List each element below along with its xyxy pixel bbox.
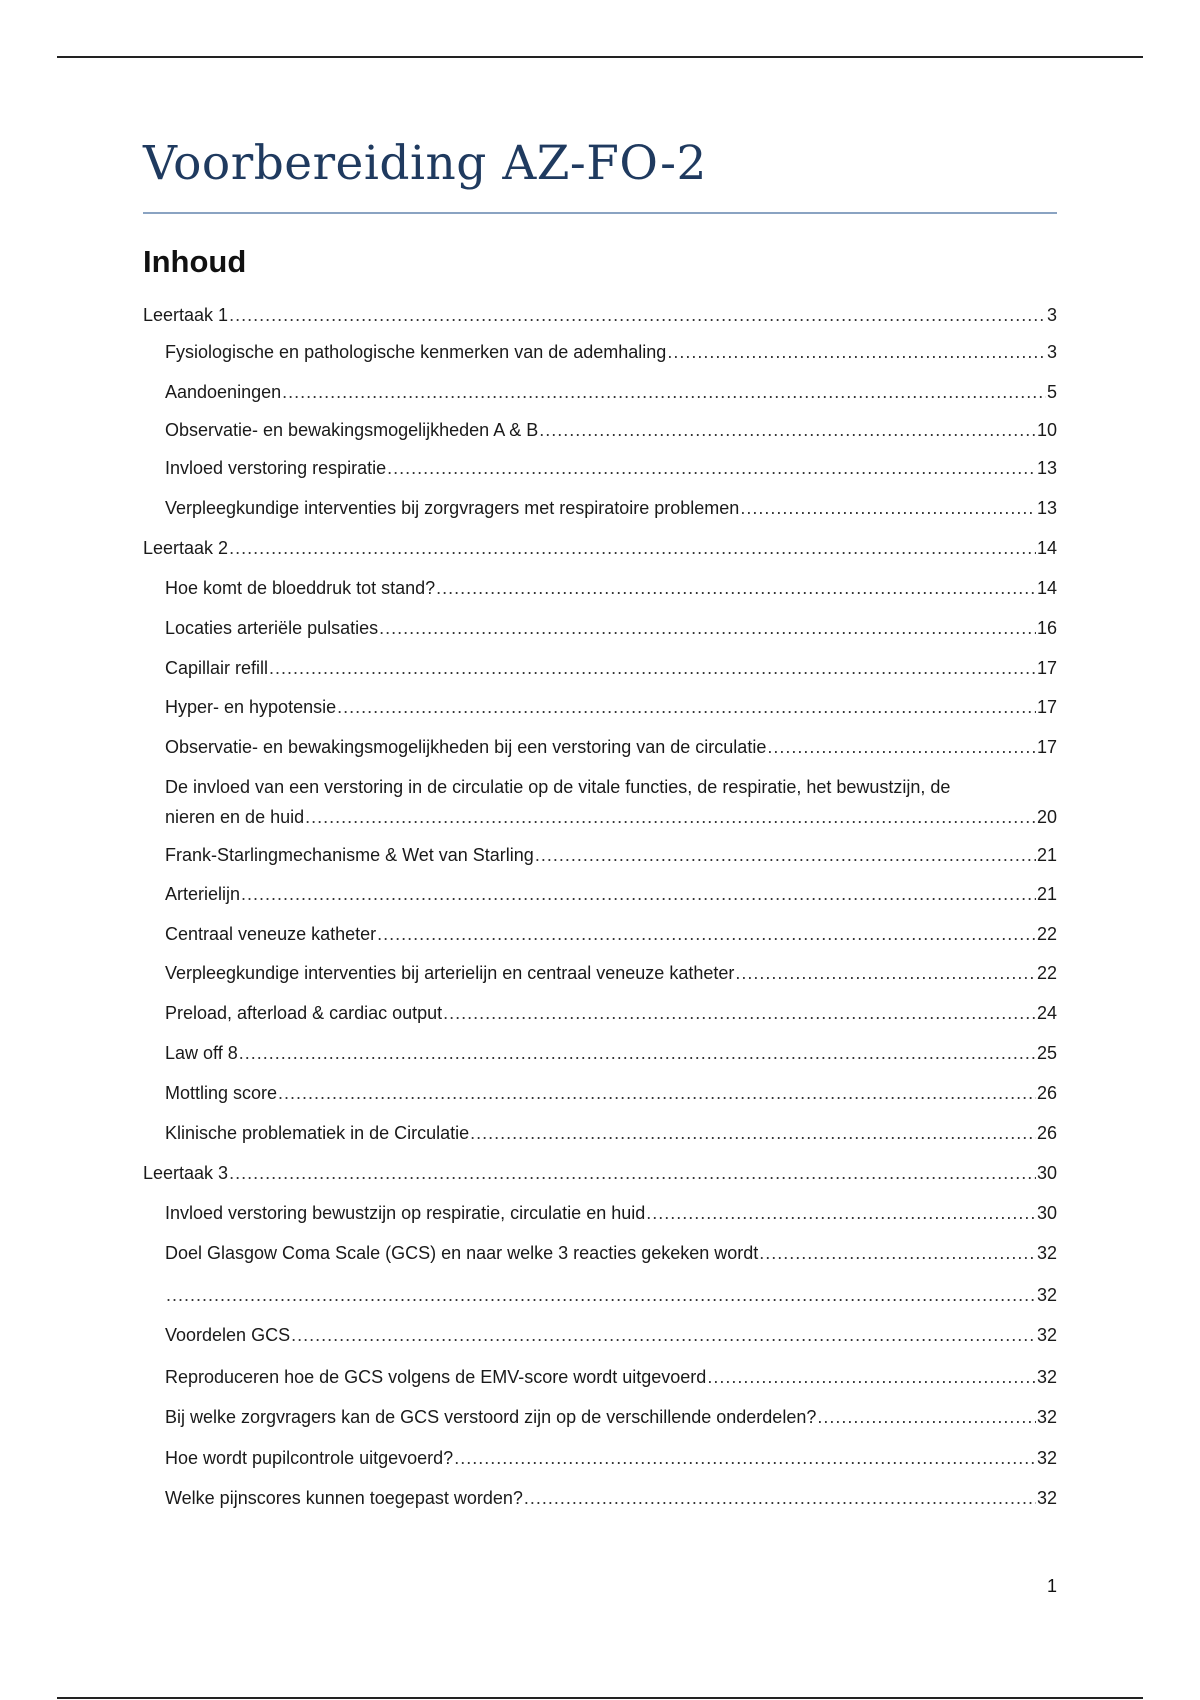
toc-entry-text: Invloed verstoring bewustzijn op respiratie, circulatie en huid	[165, 1203, 646, 1223]
toc-entry-page: 32	[1036, 1407, 1057, 1427]
toc-leader-dots	[291, 1322, 1036, 1348]
toc-entry[interactable]	[165, 575, 1057, 601]
toc-entry-text: Fysiologische en pathologische kenmerken van de ademhaling	[165, 342, 667, 362]
toc-entry-page: 14	[1036, 538, 1057, 558]
toc-entry-page: 32	[1036, 1325, 1057, 1345]
toc-leader-dots	[278, 1080, 1036, 1106]
toc-entry[interactable]	[165, 1445, 1057, 1471]
toc-leader-dots	[166, 1282, 1036, 1308]
toc-leader-dots	[229, 302, 1046, 328]
toc-entry-page: 26	[1036, 1123, 1057, 1143]
toc-entry-text: Law off 8	[165, 1043, 238, 1063]
toc-entry-text: nieren en de huid	[165, 807, 305, 827]
toc-entry-text: Hoe komt de bloeddruk tot stand?	[165, 578, 436, 598]
toc-entry[interactable]	[165, 1240, 1057, 1266]
toc-entry-text: Leertaak 2	[143, 538, 229, 558]
toc-entry-page: 21	[1036, 845, 1057, 865]
toc-entry[interactable]	[165, 1120, 1057, 1146]
title-underline	[143, 212, 1057, 214]
toc-entry-text: Frank-Starlingmechanisme & Wet van Starling	[165, 845, 534, 865]
toc-entry[interactable]	[165, 1080, 1057, 1106]
toc-entry[interactable]	[165, 694, 1057, 720]
toc-entry[interactable]	[165, 881, 1057, 907]
toc-entry[interactable]	[165, 1404, 1057, 1430]
toc-entry-leertaak-3[interactable]	[143, 1160, 1057, 1186]
toc-entry-page: 32	[1036, 1285, 1057, 1305]
toc-leader-dots	[524, 1485, 1036, 1511]
toc-entry[interactable]	[165, 1485, 1057, 1511]
toc-entry-text: Klinische problematiek in de Circulatie	[165, 1123, 470, 1143]
toc-entry[interactable]	[165, 734, 1057, 760]
toc-leader-dots	[707, 1364, 1036, 1390]
toc-entry-leertaak-1[interactable]	[143, 302, 1057, 328]
toc-entry-page: 5	[1046, 382, 1057, 402]
toc-entry-page: 30	[1036, 1163, 1057, 1183]
toc-entry[interactable]	[165, 655, 1057, 681]
toc-entry-page: 17	[1036, 658, 1057, 678]
toc-entry-text: Hoe wordt pupilcontrole uitgevoerd?	[165, 1448, 454, 1468]
toc-entry-text: Mottling score	[165, 1083, 278, 1103]
toc-leader-dots	[443, 1000, 1036, 1026]
toc-leader-dots	[735, 960, 1036, 986]
toc-leader-dots	[817, 1404, 1036, 1430]
toc-entry-page: 21	[1036, 884, 1057, 904]
toc-entry-text: Voordelen GCS	[165, 1325, 291, 1345]
toc-entry[interactable]	[165, 495, 1057, 521]
toc-entry-page: 32	[1036, 1243, 1057, 1263]
toc-heading: Inhoud	[143, 244, 247, 279]
document-title: Voorbereiding AZ-FO-2	[143, 136, 707, 191]
toc-leader-dots	[305, 804, 1036, 830]
toc-entry-page: 16	[1036, 618, 1057, 638]
toc-leader-dots	[379, 615, 1036, 641]
toc-entry[interactable]	[165, 1364, 1057, 1390]
toc-leader-dots	[470, 1120, 1036, 1146]
toc-entry-page: 3	[1046, 342, 1057, 362]
toc-entry[interactable]	[165, 921, 1057, 947]
toc-entry-text: Capillair refill	[165, 658, 269, 678]
toc-leader-dots	[387, 455, 1036, 481]
toc-leader-dots	[241, 881, 1036, 907]
toc-entry-text: Aandoeningen	[165, 382, 282, 402]
toc-entry-page: 10	[1036, 420, 1057, 440]
toc-entry[interactable]	[165, 379, 1057, 405]
toc-leader-dots	[337, 694, 1036, 720]
toc-entry-text: Bij welke zorgvragers kan de GCS verstoord zijn op de verschillende onderdelen?	[165, 1407, 817, 1427]
toc-entry-page: 22	[1036, 963, 1057, 983]
toc-entry-page: 26	[1036, 1083, 1057, 1103]
toc-entry[interactable]	[165, 339, 1057, 365]
toc-entry-text-line1: De invloed van een verstoring in de circulatie op de vitale functies, de respiratie, het bewustzijn, de	[165, 777, 951, 797]
toc-entry-text: Doel Glasgow Coma Scale (GCS) en naar welke 3 reacties gekeken wordt	[165, 1243, 759, 1263]
toc-entry-text: Leertaak 1	[143, 305, 229, 325]
toc-entry-untitled[interactable]	[165, 1282, 1057, 1308]
toc-entry-text: Verpleegkundige interventies bij zorgvragers met respiratoire problemen	[165, 498, 740, 518]
toc-entry[interactable]	[165, 455, 1057, 481]
toc-entry-page: 30	[1036, 1203, 1057, 1223]
toc-entry-text: Arterielijn	[165, 884, 241, 904]
toc-entry-page: 22	[1036, 924, 1057, 944]
toc-entry-text: Centraal veneuze katheter	[165, 924, 377, 944]
toc-entry-page: 32	[1036, 1367, 1057, 1387]
toc-entry-page: 32	[1036, 1448, 1057, 1468]
toc-entry-page: 24	[1036, 1003, 1057, 1023]
toc-entry-leertaak-2[interactable]	[143, 535, 1057, 561]
toc-leader-dots	[740, 495, 1036, 521]
toc-entry-page: 32	[1036, 1488, 1057, 1508]
toc-entry-page: 20	[1036, 807, 1057, 827]
toc-entry-page: 17	[1036, 737, 1057, 757]
toc-entry-page: 14	[1036, 578, 1057, 598]
toc-entry[interactable]	[165, 417, 1057, 443]
toc-entry[interactable]	[165, 1040, 1057, 1066]
toc-leader-dots	[229, 535, 1036, 561]
toc-leader-dots	[282, 379, 1046, 405]
toc-entry[interactable]	[165, 1200, 1057, 1226]
toc-entry-page: 13	[1036, 498, 1057, 518]
toc-entry-text: Preload, afterload & cardiac output	[165, 1003, 443, 1023]
toc-entry-text: Invloed verstoring respiratie	[165, 458, 387, 478]
toc-leader-dots	[535, 842, 1036, 868]
footer-rule	[57, 1697, 1143, 1699]
toc-leader-dots	[767, 734, 1036, 760]
toc-entry-text: Verpleegkundige interventies bij arterielijn en centraal veneuze katheter	[165, 963, 735, 983]
toc-leader-dots	[759, 1240, 1036, 1266]
toc-entry-text: Reproduceren hoe de GCS volgens de EMV-score wordt uitgevoerd	[165, 1367, 707, 1387]
toc-entry[interactable]	[165, 615, 1057, 641]
toc-entry-page: 3	[1046, 305, 1057, 325]
toc-entry-text: Locaties arteriële pulsaties	[165, 618, 379, 638]
toc-entry-text: Observatie- en bewakingsmogelijkheden A & B	[165, 420, 539, 440]
toc-entry[interactable]	[165, 1322, 1057, 1348]
toc-leader-dots	[539, 417, 1036, 443]
toc-leader-dots	[436, 575, 1036, 601]
toc-leader-dots	[229, 1160, 1036, 1186]
toc-entry[interactable]	[165, 960, 1057, 986]
toc-leader-dots	[454, 1445, 1036, 1471]
toc-leader-dots	[239, 1040, 1036, 1066]
toc-leader-dots	[667, 339, 1046, 365]
toc-leader-dots	[269, 655, 1036, 681]
toc-entry-text: Welke pijnscores kunnen toegepast worden?	[165, 1488, 523, 1508]
toc-entry-page: 17	[1036, 697, 1057, 717]
toc-entry[interactable]	[165, 842, 1057, 868]
toc-entry-wrapped[interactable]	[165, 774, 1057, 830]
toc-entry-text: Observatie- en bewakingsmogelijkheden bij een verstoring van de circulatie	[165, 737, 767, 757]
toc-entry-text: Hyper- en hypotensie	[165, 697, 337, 717]
toc-entry-page: 25	[1036, 1043, 1057, 1063]
toc-entry[interactable]	[165, 1000, 1057, 1026]
toc-leader-dots	[646, 1200, 1036, 1226]
toc-entry-text: Leertaak 3	[143, 1163, 229, 1183]
toc-entry-page: 13	[1036, 458, 1057, 478]
page-number: 1	[1046, 1576, 1057, 1596]
toc-leader-dots	[377, 921, 1036, 947]
header-rule	[57, 56, 1143, 58]
